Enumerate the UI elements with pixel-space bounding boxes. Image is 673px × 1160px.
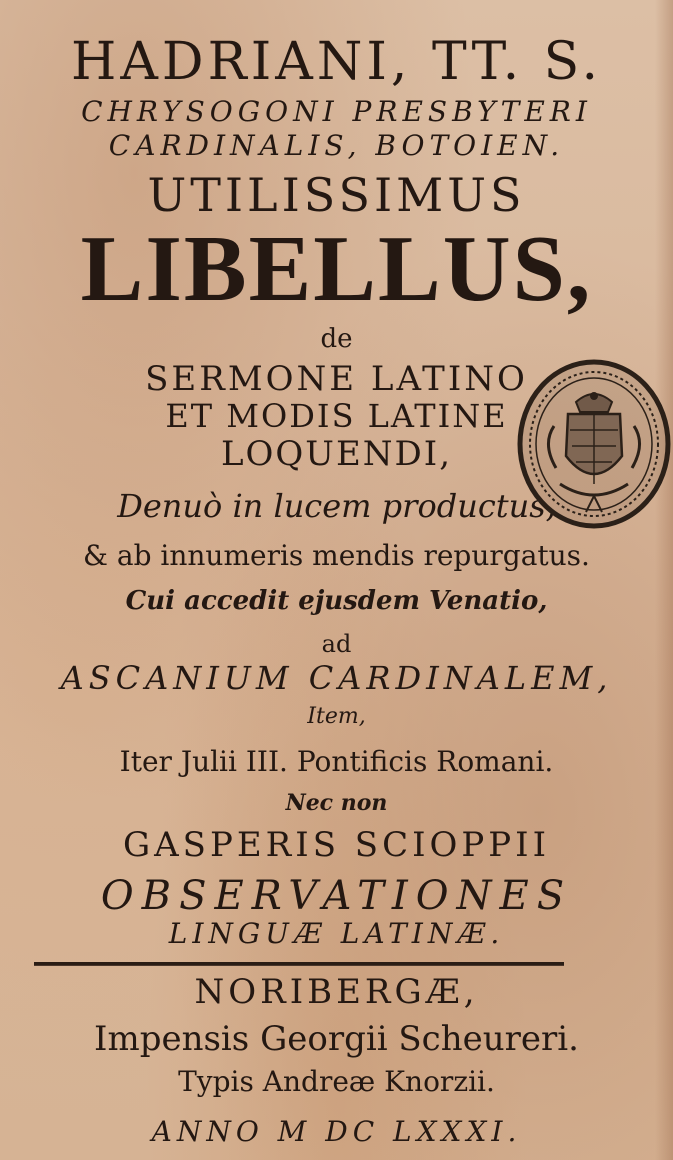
author-title-line-2: CARDINALIS, BOTOIEN. <box>108 129 565 162</box>
preposition-de: de <box>320 324 353 354</box>
iter-line: Iter Julii III. Pontificis Romani. <box>119 745 554 778</box>
imprint-publisher: Impensis Georgii Scheureri. <box>94 1019 579 1059</box>
edition-note: Denuò in lucem productus, <box>117 487 556 525</box>
second-title-line-2: LINGUÆ LATINÆ. <box>168 917 505 950</box>
author-line: HADRIANI, TT. S. <box>71 32 602 92</box>
dedicatee-line: ASCANIUM CARDINALEM, <box>60 659 613 697</box>
title-adjective: UTILISSIMUS <box>147 168 526 222</box>
author-title-line-1: CHRYSOGONI PRESBYTERI <box>81 95 592 128</box>
divider-rule <box>34 962 564 966</box>
preposition-ad: ad <box>321 630 352 658</box>
main-title: LIBELLUS, <box>80 217 593 321</box>
supplement-note: Cui accedit ejusdem Venatio, <box>125 586 548 616</box>
nec-non-line: Nec non <box>285 790 388 816</box>
subject-line-2: ET MODIS LATINE <box>165 397 508 435</box>
second-author-line: GASPERIS SCIOPPII <box>122 825 551 865</box>
imprint-printer: Typis Andreæ Knorzii. <box>178 1065 495 1098</box>
second-title-line-1: OBSERVATIONES <box>100 873 573 919</box>
subject-line-3: LOQUENDI, <box>220 434 453 474</box>
imprint-year: ANNO M DC LXXXI. <box>151 1115 522 1148</box>
imprint-place: NORIBERGÆ, <box>194 972 479 1012</box>
subject-line-1: SERMONE LATINO <box>145 359 528 399</box>
library-seal-icon <box>510 356 672 532</box>
item-line: Item, <box>307 704 366 729</box>
correction-note: & ab innumeris mendis repurgatus. <box>83 539 590 572</box>
